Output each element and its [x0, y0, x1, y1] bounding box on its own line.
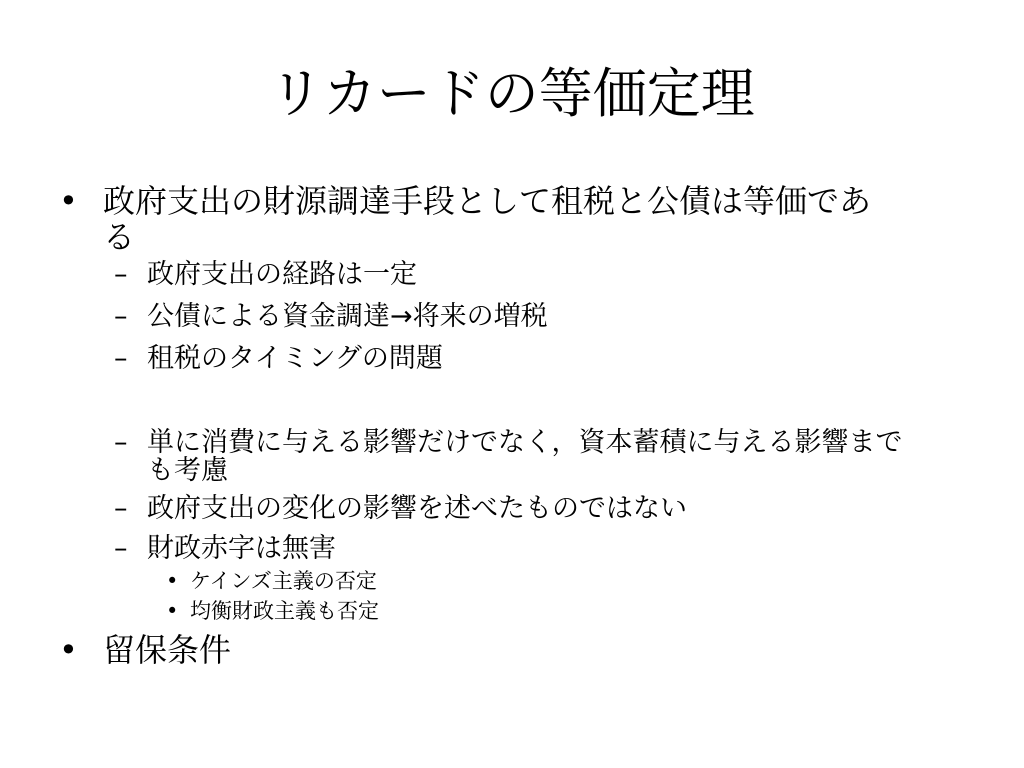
- dash-marker: –: [114, 259, 128, 290]
- sub-item-text-line1: 単に消費に与える影響だけでなく，資本蓄積に与える影響まで: [147, 427, 903, 458]
- subsub-item-keynes: [166, 568, 377, 594]
- sub-item-capital: [114, 427, 903, 486]
- bullet-item-1: [59, 182, 872, 256]
- sub-item-text-line2: も考慮: [147, 455, 228, 486]
- bullet-item-reservations: [59, 631, 232, 669]
- bullet-marker: •: [166, 569, 179, 593]
- bullet-marker: •: [59, 182, 78, 220]
- bullet-marker: •: [59, 631, 78, 669]
- sub-item-deficit: [114, 533, 336, 565]
- sub-item-text: 政府支出の経路は一定: [147, 259, 417, 290]
- bullet-text: 留保条件: [103, 631, 232, 669]
- sub-item-text: 政府支出の変化の影響を述べたものではない: [147, 493, 687, 524]
- sub-item-spending-change: [114, 493, 687, 525]
- slide-title: リカードの等価定理: [269, 62, 755, 125]
- dash-marker: –: [114, 493, 128, 524]
- sub-item-tax-timing: [114, 343, 443, 375]
- dash-marker: –: [114, 301, 128, 332]
- sub-item-public-debt: [114, 301, 548, 333]
- dash-marker: –: [114, 427, 128, 458]
- subsub-item-text: ケインズ主義の否定: [190, 569, 377, 593]
- dash-marker: –: [114, 533, 128, 564]
- sub-item-text: 公債による資金調達→将来の増税: [147, 301, 548, 332]
- sub-item-route: [114, 259, 417, 291]
- subsub-item-balanced-budget: [166, 598, 379, 624]
- subsub-item-text: 均衡財政主義も否定: [190, 599, 379, 623]
- bullet-marker: •: [166, 599, 179, 623]
- dash-marker: –: [114, 343, 128, 374]
- sub-item-text: 財政赤字は無害: [147, 533, 336, 564]
- bullet-text-line1: 政府支出の財源調達手段として租税と公債は等価であ: [103, 182, 872, 220]
- sub-item-text: 租税のタイミングの問題: [147, 343, 443, 374]
- bullet-text-line2: る: [103, 218, 136, 256]
